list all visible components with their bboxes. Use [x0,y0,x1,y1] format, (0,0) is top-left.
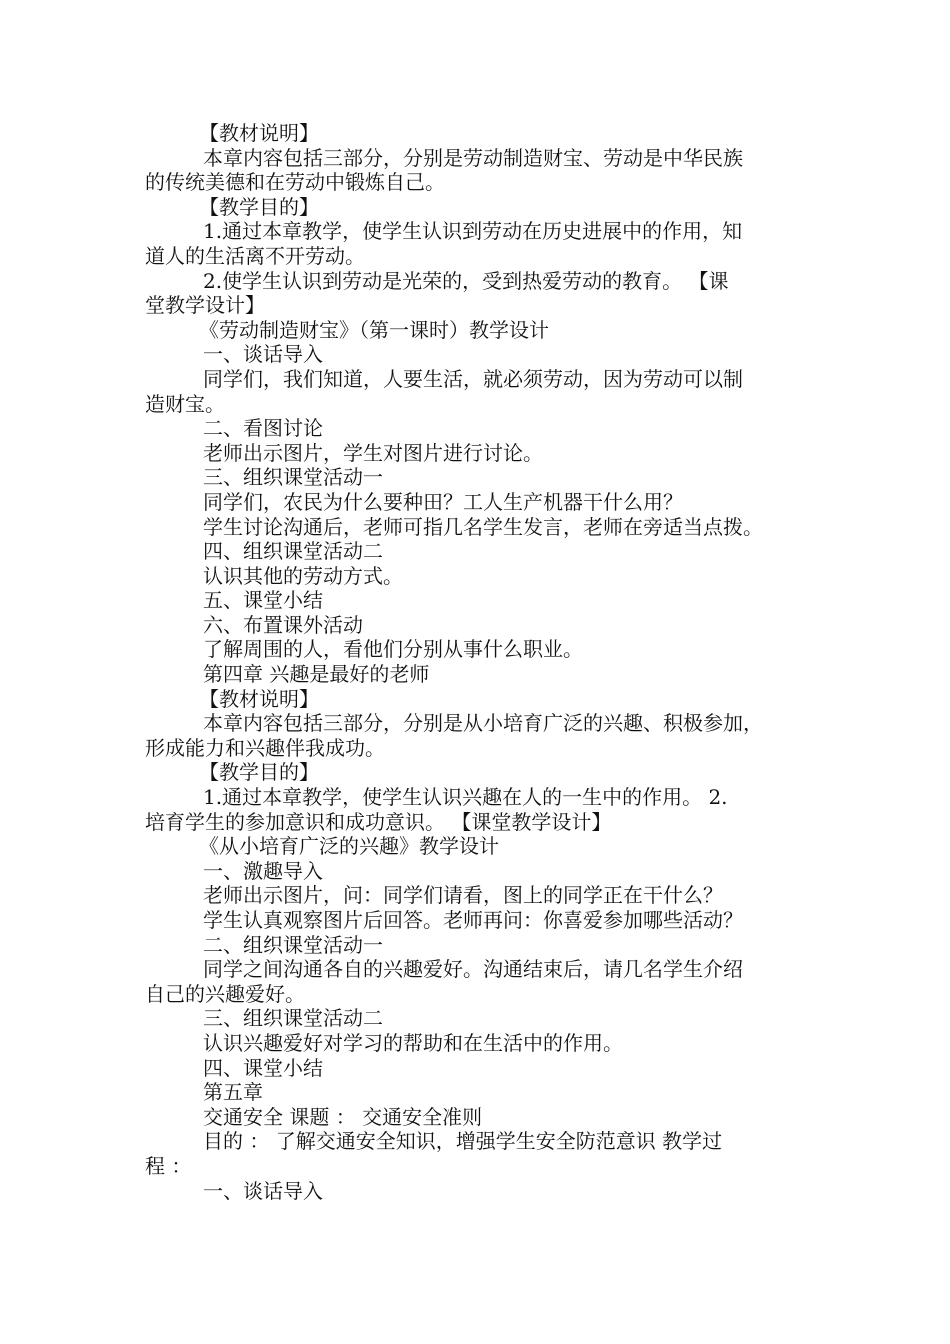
paragraph-line: 本章内容包括三部分，分别是劳动制造财宝、劳动是中华民族 [203,145,743,170]
paragraph-line: 认识兴趣爱好对学习的帮助和在生活中的作用。 [203,1030,623,1055]
paragraph-line: 培育学生的参加意识和成功意识。 【课堂教学设计】 [145,809,612,834]
section-heading: 四、课堂小结 [203,1055,323,1080]
paragraph-line: 交通安全 课题 ： 交通安全准则 [203,1104,483,1129]
section-heading: 六、布置课外活动 [203,612,363,637]
paragraph-line: 老师出示图片，学生对图片进行讨论。 [203,440,543,465]
heading-textbook-notes: 【教材说明】 [199,121,319,145]
section-heading: 五、课堂小结 [203,588,323,613]
section-heading: 四、组织课堂活动二 [203,539,383,564]
paragraph-line: 1.通过本章教学，使学生认识到劳动在历史进展中的作用，知 [203,219,743,244]
section-heading: 一、谈话导入 [203,1178,323,1203]
paragraph-line: 的传统美德和在劳动中锻炼自己。 [145,170,445,195]
paragraph-line: 造财宝。 [145,391,225,416]
section-heading: 二、组织课堂活动一 [203,932,383,957]
paragraph-line: 老师出示图片，问：同学们请看，图上的同学正在干什么？ [203,883,723,908]
section-heading: 一、谈话导入 [203,342,323,367]
section-heading: 三、组织课堂活动一 [203,465,383,490]
paragraph-line: 同学们，我们知道，人要生活，就必须劳动，因为劳动可以制 [203,366,743,391]
heading-teaching-goals: 【教学目的】 [199,760,319,785]
lesson-title: 《从小培育广泛的兴趣》教学设计 [199,834,499,859]
section-heading: 三、组织课堂活动二 [203,1006,383,1031]
paragraph-line: 了解周围的人，看他们分别从事什么职业。 [203,637,583,662]
paragraph-line: 认识其他的劳动方式。 [203,563,403,588]
chapter-heading: 第四章 兴趣是最好的老师 [203,662,430,687]
paragraph-line: 2.使学生认识到劳动是光荣的，受到热爱劳动的教育。 【课 [203,268,729,293]
paragraph-line: 道人的生活离不开劳动。 [145,243,365,268]
paragraph-line: 形成能力和兴趣伴我成功。 [145,735,385,760]
paragraph-line: 同学们，农民为什么要种田？工人生产机器干什么用？ [203,489,683,514]
chapter-heading: 第五章 [203,1080,263,1105]
section-heading: 一、激趣导入 [203,858,323,883]
paragraph-line: 堂教学设计】 [145,293,265,318]
section-heading: 二、看图讨论 [203,416,323,441]
paragraph-line: 同学之间沟通各自的兴趣爱好。沟通结束后，请几名学生介绍 [203,957,743,982]
paragraph-line: 本章内容包括三部分，分别是从小培育广泛的兴趣、积极参加， [203,711,763,736]
heading-textbook-notes: 【教材说明】 [199,686,319,711]
paragraph-line: 学生认真观察图片后回答。老师再问：你喜爱参加哪些活动？ [203,908,743,932]
document-page [145,121,815,1203]
paragraph-line: 1.通过本章教学，使学生认识兴趣在人的一生中的作用。 2. [203,785,728,810]
paragraph-line: 自己的兴趣爱好。 [145,981,305,1006]
heading-teaching-goals: 【教学目的】 [199,194,319,219]
paragraph-line: 目的 ： 了解交通安全知识，增强学生安全防范意识 教学过 [203,1129,723,1154]
lesson-title: 《劳动制造财宝》（第一课时）教学设计 [199,317,549,342]
paragraph-line: 程 ： [145,1153,192,1178]
paragraph-line: 学生讨论沟通后，老师可指几名学生发言，老师在旁适当点拨。 [203,514,763,539]
